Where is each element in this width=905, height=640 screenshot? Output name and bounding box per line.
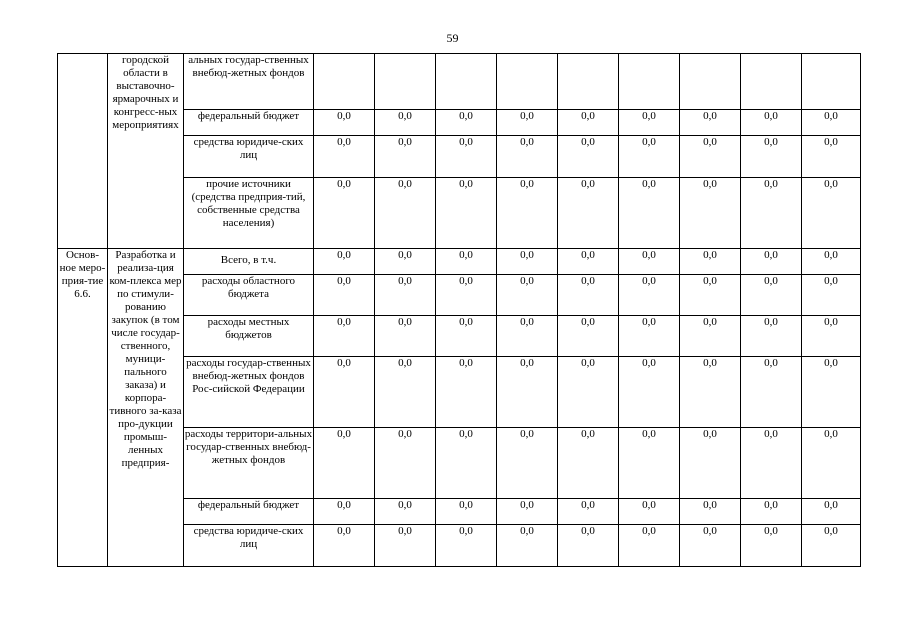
event-number-cell	[58, 54, 108, 249]
value-cell: 0,0	[497, 357, 558, 428]
value-cell: 0,0	[741, 136, 802, 178]
value-cell: 0,0	[375, 249, 436, 275]
value-cell: 0,0	[436, 136, 497, 178]
value-cell: 0,0	[314, 110, 375, 136]
page-number: 59	[446, 31, 459, 45]
value-cell: 0,0	[558, 499, 619, 525]
value-cell: 0,0	[680, 110, 741, 136]
value-cell: 0,0	[314, 178, 375, 249]
value-cell: 0,0	[619, 525, 680, 567]
value-cell	[619, 54, 680, 110]
value-cell: 0,0	[558, 178, 619, 249]
value-cell: 0,0	[741, 110, 802, 136]
value-cell: 0,0	[314, 316, 375, 357]
funding-source-cell: средства юридиче-ских лиц	[184, 525, 314, 567]
value-cell: 0,0	[558, 525, 619, 567]
value-cell: 0,0	[558, 249, 619, 275]
value-cell: 0,0	[558, 136, 619, 178]
value-cell: 0,0	[802, 525, 861, 567]
value-cell: 0,0	[497, 499, 558, 525]
value-cell: 0,0	[497, 178, 558, 249]
value-cell: 0,0	[436, 499, 497, 525]
value-cell: 0,0	[680, 499, 741, 525]
value-cell: 0,0	[680, 178, 741, 249]
table-row	[58, 54, 861, 110]
value-cell	[436, 54, 497, 110]
value-cell: 0,0	[802, 316, 861, 357]
value-cell: 0,0	[497, 525, 558, 567]
funding-source-cell: средства юридиче-ских лиц	[184, 136, 314, 178]
value-cell: 0,0	[619, 249, 680, 275]
value-cell: 0,0	[619, 428, 680, 499]
funding-source-cell: расходы территори-альных государ-ственных внебюд-жетных фондов	[184, 428, 314, 499]
value-cell	[497, 54, 558, 110]
event-title-cell: Разработка и реализа-ция ком-плекса мер по стимули-рованию закупок (в том числе государ-ственного, муници-пального заказа) и корпора-тивного за-каза про-дукции промыш-ленных предприя-	[108, 249, 184, 567]
funding-source-cell: федеральный бюджет	[184, 110, 314, 136]
funding-source-cell: Всего, в т.ч.	[184, 249, 314, 275]
value-cell: 0,0	[741, 178, 802, 249]
value-cell: 0,0	[741, 499, 802, 525]
value-cell: 0,0	[619, 499, 680, 525]
value-cell: 0,0	[741, 428, 802, 499]
value-cell: 0,0	[497, 428, 558, 499]
value-cell: 0,0	[375, 525, 436, 567]
value-cell: 0,0	[314, 357, 375, 428]
value-cell	[375, 54, 436, 110]
value-cell: 0,0	[375, 499, 436, 525]
event-number-cell: Основ-ное меро-прия-тие 6.6.	[58, 249, 108, 567]
value-cell: 0,0	[802, 499, 861, 525]
value-cell: 0,0	[497, 110, 558, 136]
value-cell: 0,0	[375, 275, 436, 316]
value-cell: 0,0	[375, 178, 436, 249]
value-cell: 0,0	[497, 275, 558, 316]
value-cell	[314, 54, 375, 110]
table-row	[58, 249, 861, 275]
value-cell: 0,0	[741, 525, 802, 567]
value-cell	[741, 54, 802, 110]
funding-source-cell: расходы государ-ственных внебюд-жетных фондов Рос-сийской Федерации	[184, 357, 314, 428]
value-cell: 0,0	[802, 136, 861, 178]
funding-source-cell: прочие источники (средства предприя-тий, собственные средства населения)	[184, 178, 314, 249]
value-cell: 0,0	[436, 275, 497, 316]
value-cell: 0,0	[680, 316, 741, 357]
value-cell: 0,0	[314, 428, 375, 499]
value-cell: 0,0	[619, 136, 680, 178]
value-cell: 0,0	[802, 110, 861, 136]
value-cell: 0,0	[802, 428, 861, 499]
value-cell: 0,0	[741, 357, 802, 428]
value-cell	[680, 54, 741, 110]
value-cell: 0,0	[436, 110, 497, 136]
value-cell: 0,0	[558, 357, 619, 428]
value-cell: 0,0	[375, 110, 436, 136]
value-cell: 0,0	[619, 357, 680, 428]
value-cell: 0,0	[436, 357, 497, 428]
value-cell	[558, 54, 619, 110]
value-cell: 0,0	[680, 136, 741, 178]
value-cell: 0,0	[680, 357, 741, 428]
value-cell	[802, 54, 861, 110]
funding-source-cell: расходы областного бюджета	[184, 275, 314, 316]
event-title-cell: городской области в выставочно-ярмарочных и конгресс-ных мероприятиях	[108, 54, 184, 249]
value-cell: 0,0	[619, 275, 680, 316]
value-cell: 0,0	[802, 178, 861, 249]
budget-table	[57, 53, 861, 567]
value-cell: 0,0	[436, 249, 497, 275]
value-cell: 0,0	[375, 316, 436, 357]
value-cell: 0,0	[741, 275, 802, 316]
value-cell: 0,0	[314, 136, 375, 178]
value-cell: 0,0	[619, 110, 680, 136]
funding-source-cell: альных государ-ственных внебюд-жетных фондов	[184, 54, 314, 110]
value-cell: 0,0	[375, 428, 436, 499]
value-cell: 0,0	[314, 275, 375, 316]
value-cell: 0,0	[558, 316, 619, 357]
value-cell: 0,0	[436, 428, 497, 499]
value-cell: 0,0	[802, 249, 861, 275]
value-cell: 0,0	[680, 525, 741, 567]
value-cell: 0,0	[314, 525, 375, 567]
value-cell: 0,0	[802, 357, 861, 428]
value-cell: 0,0	[558, 110, 619, 136]
value-cell: 0,0	[497, 316, 558, 357]
funding-source-cell: расходы местных бюджетов	[184, 316, 314, 357]
value-cell: 0,0	[741, 249, 802, 275]
value-cell: 0,0	[680, 275, 741, 316]
value-cell: 0,0	[436, 178, 497, 249]
value-cell: 0,0	[436, 316, 497, 357]
value-cell: 0,0	[436, 525, 497, 567]
value-cell: 0,0	[741, 316, 802, 357]
value-cell: 0,0	[497, 136, 558, 178]
value-cell: 0,0	[680, 428, 741, 499]
value-cell: 0,0	[497, 249, 558, 275]
value-cell: 0,0	[802, 275, 861, 316]
value-cell: 0,0	[619, 178, 680, 249]
value-cell: 0,0	[680, 249, 741, 275]
value-cell: 0,0	[314, 249, 375, 275]
value-cell: 0,0	[619, 316, 680, 357]
value-cell: 0,0	[375, 357, 436, 428]
value-cell: 0,0	[375, 136, 436, 178]
value-cell: 0,0	[558, 275, 619, 316]
funding-source-cell: федеральный бюджет	[184, 499, 314, 525]
value-cell: 0,0	[314, 499, 375, 525]
value-cell: 0,0	[558, 428, 619, 499]
